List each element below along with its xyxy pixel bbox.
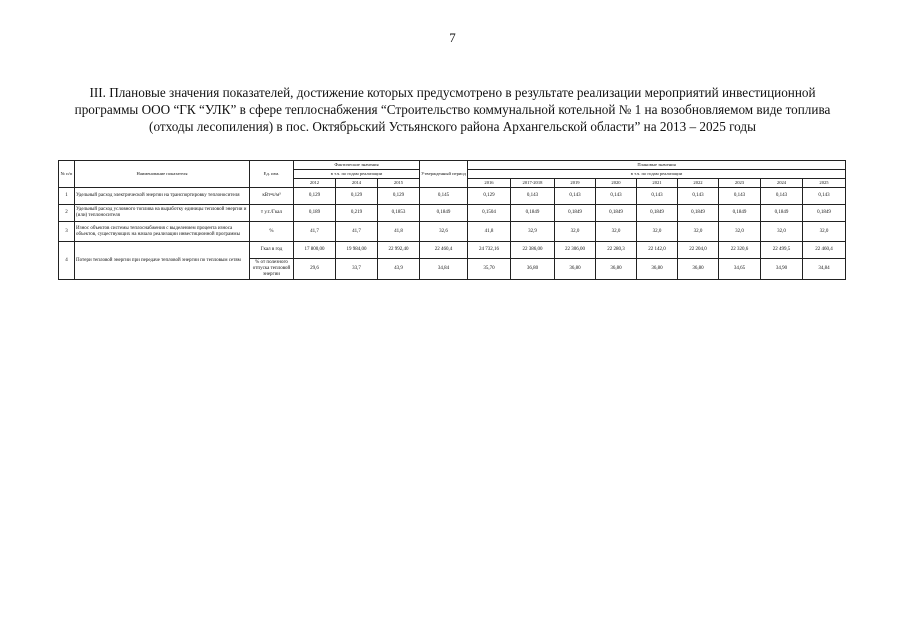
row-unit: Гкал в год (250, 242, 294, 259)
plan-value: 34,90 (761, 259, 803, 280)
section-heading: III. Плановые значения показателей, достижение которых предусмотрено в результате реализации мероприятий инвестиционной программы ООО “ГК “УЛК” в сфере теплоснабжения “Строительство коммунальной котельной № 1 на возобновляемом виде топлива (отходы лесопиления) в пос. Октябрьский Устьянского района Архангельской области” на 2013 – 2025 годы (74, 85, 831, 134)
header-unit: Ед. изм. (250, 161, 294, 188)
plan-value: 41,8 (468, 222, 511, 242)
plan-value: 0,129 (468, 188, 511, 205)
plan-value: 36,80 (511, 259, 555, 280)
header-year-cell: 2015 (378, 179, 420, 188)
fact-value: 22 992,40 (378, 242, 420, 259)
fact-value: 0,129 (294, 188, 336, 205)
table-row (59, 222, 846, 242)
indicators-table-container (58, 160, 845, 280)
fact-value: 41,8 (378, 222, 420, 242)
plan-value: 0,143 (555, 188, 596, 205)
approved-value: 0,145 (420, 188, 468, 205)
header-year-cell: 2019 (555, 179, 596, 188)
plan-value: 32,0 (719, 222, 761, 242)
plan-value: 0,143 (803, 188, 846, 205)
plan-value: 36,80 (678, 259, 719, 280)
plan-value: 32,0 (803, 222, 846, 242)
plan-value: 34,84 (803, 259, 846, 280)
page-number: 7 (449, 30, 456, 45)
header-year-cell: 2014 (336, 179, 378, 188)
plan-value: 0,1849 (555, 205, 596, 222)
fact-value: 19 984,00 (336, 242, 378, 259)
indicators-table (58, 160, 846, 280)
plan-value: 24 732,16 (468, 242, 511, 259)
plan-value: 0,1849 (803, 205, 846, 222)
table-row (59, 242, 846, 259)
plan-value: 32,0 (596, 222, 637, 242)
plan-value: 0,1504 (468, 205, 511, 222)
fact-value: 33,7 (336, 259, 378, 280)
plan-value: 0,143 (761, 188, 803, 205)
fact-value: 17 800,00 (294, 242, 336, 259)
header-plan-sub: в т.ч. по годам реализации (468, 170, 846, 179)
fact-value: 0,189 (294, 205, 336, 222)
header-year-cell: 2021 (637, 179, 678, 188)
fact-value: 29,6 (294, 259, 336, 280)
header-num: № п/п (59, 161, 75, 188)
plan-value: 36,80 (596, 259, 637, 280)
row-unit: т у.т./Гкал (250, 205, 294, 222)
header-year-cell: 2016 (468, 179, 511, 188)
header-year-cell: 2012 (294, 179, 336, 188)
plan-value: 22 204,0 (678, 242, 719, 259)
approved-value: 32,6 (420, 222, 468, 242)
header-year-cell: 2020 (596, 179, 637, 188)
plan-value: 0,143 (678, 188, 719, 205)
plan-value: 0,1849 (511, 205, 555, 222)
plan-value: 0,143 (719, 188, 761, 205)
fact-value: 0,1853 (378, 205, 420, 222)
header-fact: Фактические значения (294, 161, 420, 170)
row-name: Потери тепловой энергии при передаче тепловой энергии по тепловым сетям (75, 242, 250, 280)
table-row (59, 205, 846, 222)
plan-value: 22 142,0 (637, 242, 678, 259)
row-num: 1 (59, 188, 75, 205)
plan-value: 22 386,00 (511, 242, 555, 259)
plan-value: 36,80 (555, 259, 596, 280)
header-fact-sub: в т.ч. по годам реализации (294, 170, 420, 179)
row-num: 3 (59, 222, 75, 242)
fact-value: 0,129 (378, 188, 420, 205)
row-num: 4 (59, 242, 75, 280)
fact-value: 0,219 (336, 205, 378, 222)
fact-value: 41,7 (336, 222, 378, 242)
plan-value: 0,143 (596, 188, 637, 205)
plan-value: 32,0 (761, 222, 803, 242)
plan-value: 22 306,00 (555, 242, 596, 259)
plan-value: 0,1849 (761, 205, 803, 222)
plan-value: 34,65 (719, 259, 761, 280)
table-row (59, 188, 846, 205)
header-plan: Плановые значения (468, 161, 846, 170)
header-approved: Утвержденный период (420, 161, 468, 188)
row-num: 2 (59, 205, 75, 222)
approved-value: 0,1849 (420, 205, 468, 222)
plan-value: 0,1849 (678, 205, 719, 222)
fact-value: 43,9 (378, 259, 420, 280)
row-unit: кВт•ч/м³ (250, 188, 294, 205)
plan-value: 36,80 (637, 259, 678, 280)
plan-value: 32,0 (678, 222, 719, 242)
approved-value: 22 460,4 (420, 242, 468, 259)
header-year-cell: 2023 (719, 179, 761, 188)
row-name: Удельный расход условного топлива на выработку единицы тепловой энергии и (или) теплоносителя (75, 205, 250, 222)
plan-value: 32,0 (637, 222, 678, 242)
plan-value: 22 460,4 (803, 242, 846, 259)
plan-value: 22 280,3 (596, 242, 637, 259)
header-year-cell: 2025 (803, 179, 846, 188)
header-year-cell: 2024 (761, 179, 803, 188)
header-name: Наименование показателя (75, 161, 250, 188)
plan-value: 22 320,6 (719, 242, 761, 259)
row-name: Износ объектов системы теплоснабжения с выделением процента износа объектов, существующих на начало реализации инвестиционной программы (75, 222, 250, 242)
plan-value: 32,9 (511, 222, 555, 242)
plan-value: 0,1849 (719, 205, 761, 222)
header-year-cell: 2017-2018 (511, 179, 555, 188)
fact-value: 0,129 (336, 188, 378, 205)
row-name: Удельный расход электрической энергии на транспортировку теплоносителя (75, 188, 250, 205)
plan-value: 0,143 (637, 188, 678, 205)
plan-value: 0,143 (511, 188, 555, 205)
plan-value: 0,1849 (637, 205, 678, 222)
plan-value: 0,1849 (596, 205, 637, 222)
plan-value: 32,0 (555, 222, 596, 242)
row-unit: % от полезного отпуска тепловой энергии (250, 259, 294, 280)
row-unit: % (250, 222, 294, 242)
approved-value: 34,84 (420, 259, 468, 280)
fact-value: 41,7 (294, 222, 336, 242)
plan-value: 35,70 (468, 259, 511, 280)
header-year-cell: 2022 (678, 179, 719, 188)
plan-value: 22 499,5 (761, 242, 803, 259)
